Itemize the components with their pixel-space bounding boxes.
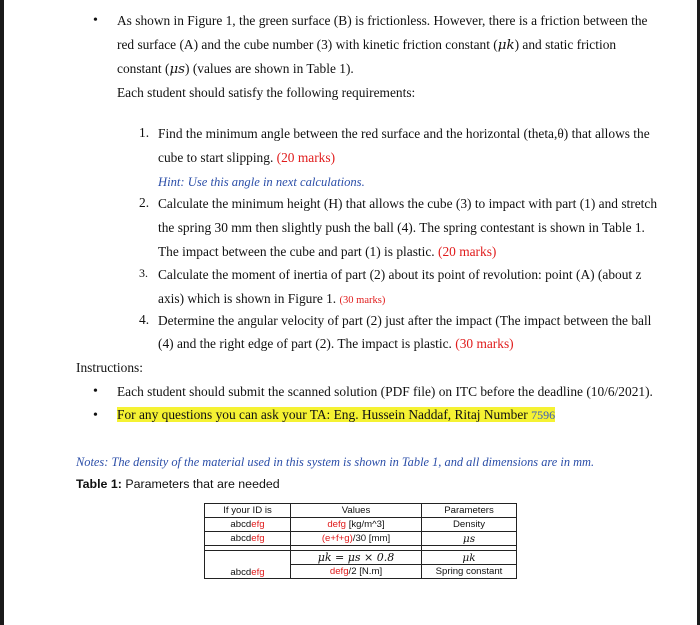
id-red: efg [251, 567, 265, 578]
instruction-contact [117, 406, 555, 424]
table-row [205, 551, 517, 565]
instruction-submit: Each student should submit the scanned solution (PDF file) on ITC before the deadline (10/6/2021). [117, 384, 653, 399]
value-unit: /30 [mm] [352, 533, 391, 544]
header-parameters: Parameters [422, 504, 517, 518]
table-header-row [205, 504, 517, 518]
intro-line-3 [117, 60, 354, 79]
id-cell [205, 551, 291, 579]
contact-text: For any questions you can ask your TA: Eng. Hussein Naddaf, Ritaj Number [117, 407, 528, 422]
ritaj-number: 7596 [531, 408, 556, 422]
req-3-marks: (30 marks) [339, 295, 386, 306]
value-red: defg [329, 566, 349, 577]
param-cell: μk [422, 551, 517, 565]
mu-k-symbol: μk [497, 38, 515, 53]
id-black: abcd [230, 567, 252, 578]
req-1-marks: (20 marks) [276, 150, 336, 165]
header-values: Values [291, 504, 422, 518]
formula-cell: μk = μs × 0.8 [291, 551, 422, 565]
req-2-number: 2. [139, 195, 150, 210]
param-cell: μs [422, 532, 517, 546]
value-unit: /2 [N.m] [348, 566, 383, 577]
header-id: If your ID is [205, 504, 291, 518]
value-unit: [kg/m^3] [346, 519, 385, 530]
req-1-hint: Hint: Use this angle in next calculations. [158, 175, 365, 189]
bullet: • [93, 408, 98, 423]
table-caption-label: Table 1: [76, 477, 122, 491]
value-cell [291, 565, 422, 579]
value-cell [291, 532, 422, 546]
req-2-marks: (20 marks) [438, 244, 497, 259]
value-cell [291, 518, 422, 532]
req-3-text: axis) which is shown in Figure 1. [158, 291, 337, 306]
notes: Notes: The density of the material used in this system is shown in Table 1, and all dimensions are in mm. [76, 455, 595, 469]
req-1-line-1: Find the minimum angle between the red surface and the horizontal (theta,θ) that allows the [158, 126, 650, 141]
id-red: efg [251, 533, 265, 544]
req-3-line-1: Calculate the moment of inertia of part (2) about its point of revolution: point (A) (about z [158, 267, 642, 282]
id-black: abcd [230, 519, 252, 530]
req-4-line-1: Determine the angular velocity of part (2) just after the impact (The impact between the ball [158, 313, 652, 328]
id-red: efg [251, 519, 265, 530]
req-4-line-2 [158, 335, 514, 353]
intro-line-3-text: constant ( [117, 61, 170, 76]
req-3-number: 3. [139, 266, 148, 280]
req-2-line-3 [158, 243, 496, 261]
id-black: abcd [230, 533, 252, 544]
req-1-number: 1. [139, 125, 150, 140]
req-2-line-2: the spring 30 mm then slightly push the ball (4). The spring contestant is shown in Table 1. [158, 220, 645, 235]
bullet: • [93, 384, 98, 399]
mu-s-symbol: μs [169, 62, 186, 77]
req-3-line-2 [158, 290, 385, 310]
req-1-line-2 [158, 149, 335, 167]
intro-line-2 [117, 36, 616, 55]
req-1-text: cube to start slipping. [158, 150, 274, 165]
contact-highlight [117, 407, 555, 422]
left-page-border [0, 0, 4, 625]
id-cell [205, 518, 291, 532]
value-red: (e+f+g) [321, 533, 353, 544]
id-cell [205, 532, 291, 546]
bullet: • [93, 13, 98, 28]
table-row [205, 532, 517, 546]
parameters-table [204, 503, 517, 579]
intro-line-3-end: ) (values are shown in Table 1). [185, 61, 354, 76]
value-red: defg [327, 519, 347, 530]
req-2-text: The impact between the cube and part (1) is plastic. [158, 244, 435, 259]
instructions-heading: Instructions: [76, 360, 143, 375]
param-cell: Density [422, 518, 517, 532]
req-4-marks: (30 marks) [455, 336, 514, 351]
table-caption [76, 475, 280, 493]
intro-line-4: Each student should satisfy the following requirements: [117, 85, 416, 100]
table-caption-text: Parameters that are needed [121, 477, 280, 491]
intro-line-2-end: ) and static friction [514, 37, 617, 52]
req-4-text: (4) and the right edge of part (2). The impact is plastic. [158, 336, 452, 351]
req-2-line-1: Calculate the minimum height (H) that allows the cube (3) to impact with part (1) and stretch [158, 196, 658, 211]
intro-line-1: As shown in Figure 1, the green surface (B) is frictionless. However, there is a friction between the [117, 13, 648, 28]
intro-line-2-text: red surface (A) and the cube number (3) with kinetic friction constant ( [117, 37, 498, 52]
req-4-number: 4. [139, 312, 150, 327]
param-cell: Spring constant [422, 565, 517, 579]
table-row [205, 518, 517, 532]
